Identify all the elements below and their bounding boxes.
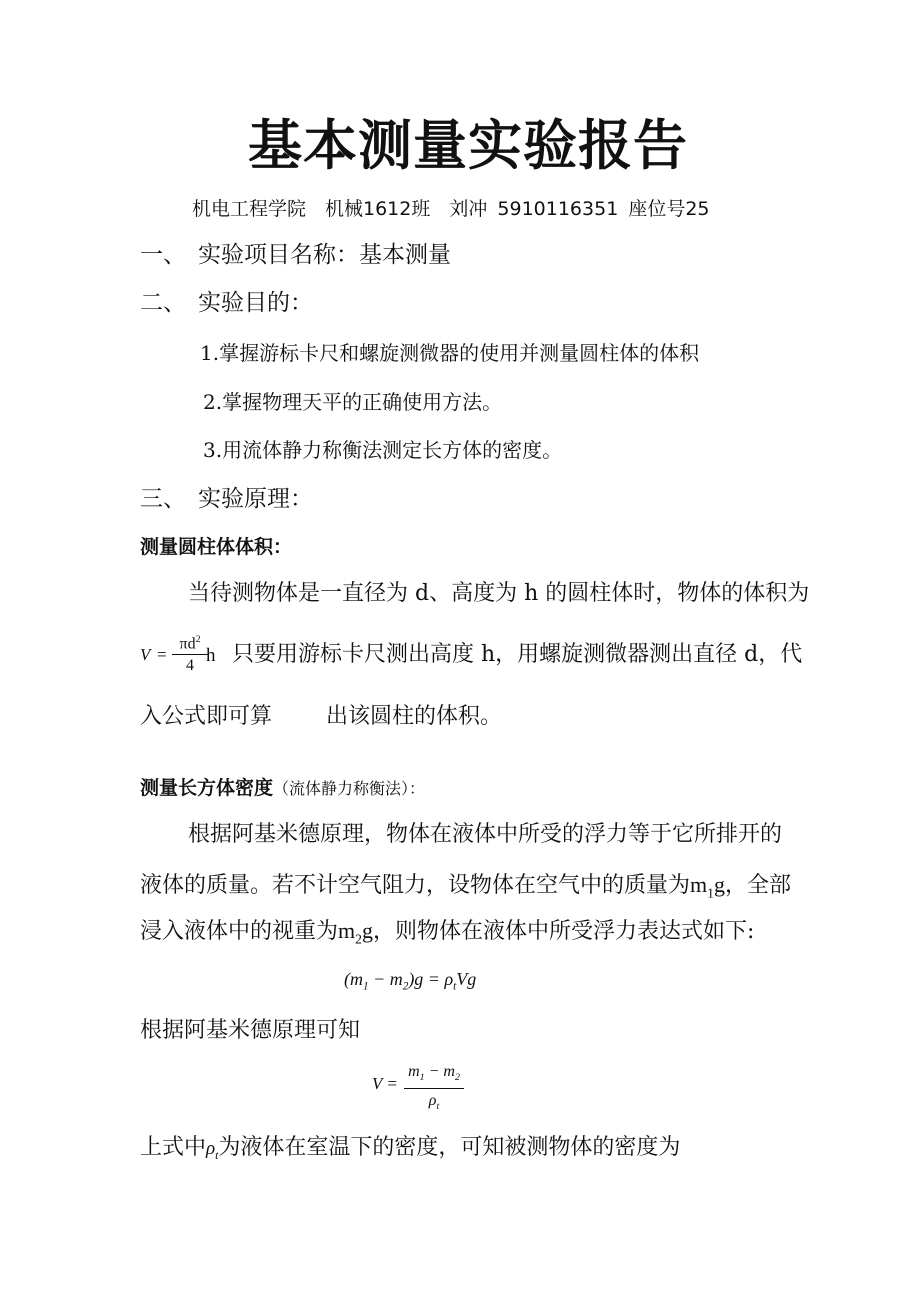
page-title: 基本测量实验报告: [248, 113, 688, 177]
density-text: 液体的质量。若不计空气阻力，设物体在空气中的质量为: [140, 873, 691, 898]
section-text: 实验目的：: [198, 290, 313, 316]
density-conclusion-line: [140, 1137, 680, 1162]
cylinder-paragraph-line-2: 只要用游标卡尺测出高度 h，用螺旋测微器测出直径 d，代: [232, 642, 803, 667]
cylinder-heading: 测量圆柱体体积：: [140, 536, 293, 558]
buoyancy-formula: $(m_1 - m_2)g = \rho_tVg$: [344, 969, 477, 993]
section-number: 一、: [140, 242, 186, 268]
density-text: ，全部: [724, 873, 791, 898]
density-heading: [140, 777, 425, 799]
section-number: 二、: [140, 290, 186, 316]
goal-item-3: 3.用流体静力称衡法测定长方体的密度。: [203, 438, 563, 462]
author-line: 机电工程学院 机械1612班 刘冲 5910116351 座位号25: [192, 198, 710, 220]
archimedes-line: 根据阿基米德原理可知: [140, 1018, 361, 1043]
goal-item-2: 2.掌握物理天平的正确使用方法。: [203, 390, 503, 414]
density-text: 浸入液体中的视重为: [140, 919, 339, 944]
density-heading-text: 测量长方体密度: [140, 777, 274, 799]
cylinder-paragraph-line-3b: 出该圆柱的体积。: [326, 704, 503, 729]
density-heading-note: （流体静力称衡法）：: [273, 779, 426, 798]
goal-item-1: 1.掌握游标卡尺和螺旋测微器的使用并测量圆柱体的体积: [200, 341, 700, 365]
conclusion-text: 上式中: [140, 1135, 207, 1160]
conclusion-text: 为液体在室温下的密度，可知被测物体的密度为: [218, 1135, 681, 1160]
section-3: [140, 488, 313, 511]
density-paragraph-line-1: 根据阿基米德原理，物体在液体中所受的浮力等于它所排开的: [188, 822, 783, 847]
density-text: ，则物体在液体中所受浮力表达式如下:: [372, 919, 755, 944]
density-paragraph-line-2: [140, 874, 791, 900]
cylinder-paragraph-line-3a: 入公式即可算: [140, 704, 273, 729]
rho-t-symbol: $\rho_t$: [206, 1138, 219, 1162]
section-text: 实验原理：: [198, 486, 313, 512]
section-1: [140, 244, 451, 267]
cylinder-paragraph-line-1: 当待测物体是一直径为 d、高度为 h 的圆柱体时，物体的体积为: [188, 581, 810, 606]
report-page: 基本测量实验报告 机电工程学院 机械1612班 刘冲 5910116351 座位号25 一、 实验项目名称：基本测量 二、 实验目的： 1.掌握游标卡尺和螺旋测微器的使用并测量圆柱体的体积 2.掌握物理天平的正确使用方法。 3.用流体静力称衡法测定长方体的密度。 三、 实验原理： 测量圆柱体体积： 当待测物体是一直径为 d、高度为 h 的圆柱体时，物体的体积为 V = $\pi d^2$ 4 h 只要用游标卡尺测出高度 h，用螺旋测微器测出直径 d，代 入公式即可算 出该圆柱的体积。 测量长方体密度（流体静力称衡法）： 根据阿基米德原理，物体在液体中所受的浮力等于它所排开的 液体的质量。若不计空气阻力，设物体在空气中的质量为$m_1g$，全部 浸入液体中的视重为$m_2g$，则物体在液体中所受浮力表达式如下: $(m_1 - m_2)g = \rho_tVg$ 根据阿基米德原理可知 V = $m_1 - m_2$ $\rho_t$ 上式中$\rho_t$为液体在室温下的密度，可知被测物体的密度为: [140, 113, 810, 1162]
section-2: [140, 292, 313, 315]
density-paragraph-line-3: [140, 920, 754, 946]
section-number: 三、: [140, 486, 186, 512]
m2g-symbol: $m_2g$: [338, 918, 373, 947]
m1g-symbol: $m_1g$: [690, 872, 725, 901]
section-text: 实验项目名称：基本测量: [198, 242, 451, 268]
